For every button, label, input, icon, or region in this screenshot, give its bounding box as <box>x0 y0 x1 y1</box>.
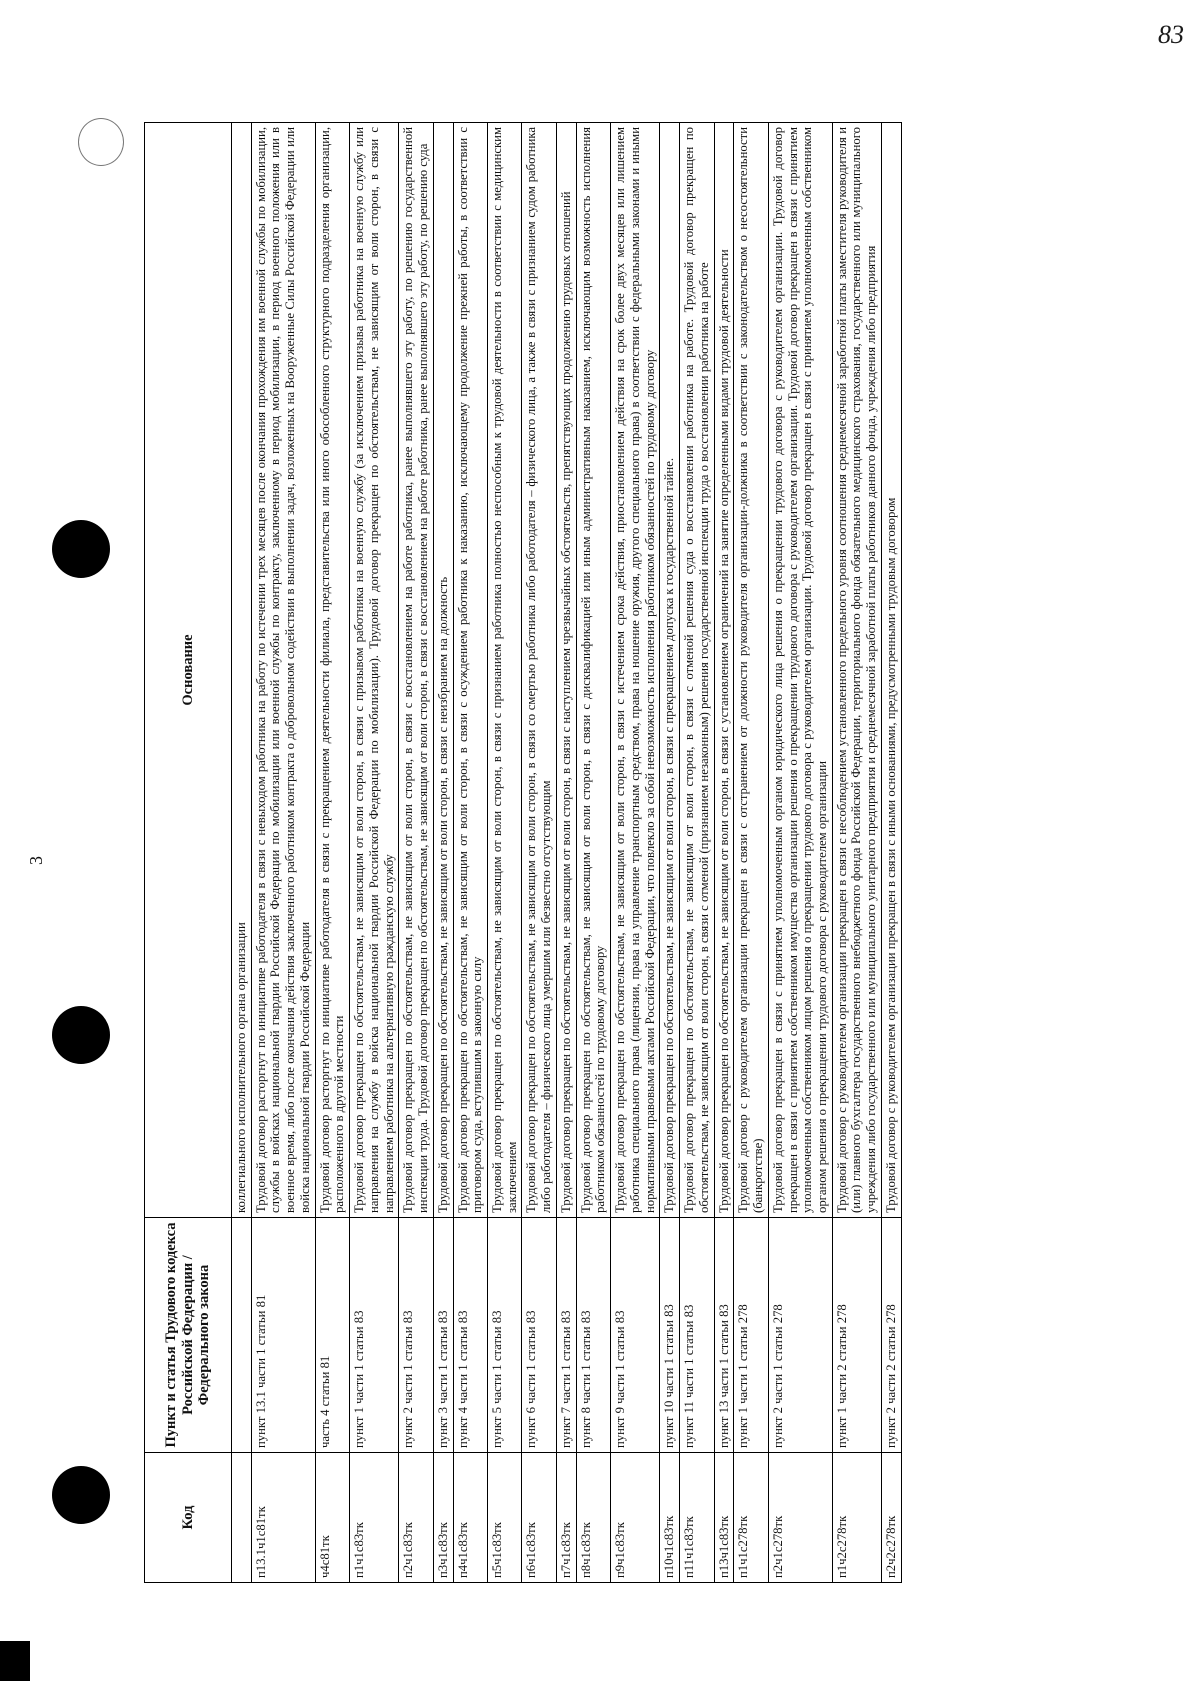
cell-code: п10ч1с83тк <box>660 1453 680 1583</box>
cell-basis: Трудовой договор расторгнут по инициативе работодателя в связи с прекращением деятельности филиала, представительства или иного обособленного структурного подразделения организации, расположенного в другой местности <box>315 123 349 1218</box>
table-row <box>522 123 556 1583</box>
cell-basis: Трудовой договор прекращен по обстоятельствам, не зависящим от воли сторон, в связи с наступлением чрезвычайных обстоятельств, препятствующих продолжению трудовых отношений <box>556 123 576 1218</box>
cell-code: п1ч2с278тк <box>832 1453 881 1583</box>
handwritten-page-number: 83 <box>1158 20 1184 49</box>
table-row <box>832 123 881 1583</box>
cell-basis: Трудовой договор прекращен в связи с принятием уполномоченным органом юридического лица решения о прекращении трудового договора с руководителем организации. Трудовой договор прекращен в связи с принятием собственником имущества организации решения о прекращении трудового договора с руководителем организации. Трудовой договор прекращен в связи с принятием уполномоченным собственником лицом решения о прекращении трудового договора с руководителем организации. Трудовой договор прекращен в связи с принятием уполномоченным собственником органом решения о прекращении трудового договора с руководителем организации <box>768 123 832 1218</box>
table-row <box>881 123 901 1583</box>
table-row <box>734 123 768 1583</box>
cell-code: п5ч1с83тк <box>488 1453 522 1583</box>
cell-code: п13ч1с83тк <box>714 1453 734 1583</box>
cell-article: пункт 1 части 2 статьи 278 <box>832 1218 881 1453</box>
cell-basis: Трудовой договор прекращен по обстоятельствам, не зависящим от воли сторон, в связи с отменой решения суда о восстановлении работника на работе. Трудовой договор прекращен по обстоятельствам, не зависящим от воли сторон, в связи с отменой (признанием незаконным) решения государственной инспекции труда о восстановлении работника на работе <box>680 123 714 1218</box>
punch-hole-top <box>52 520 110 578</box>
cell-article: пункт 9 части 1 статьи 83 <box>611 1218 660 1453</box>
table-row <box>350 123 399 1583</box>
table-row <box>315 123 349 1583</box>
table-row <box>660 123 680 1583</box>
cell-code: п6ч1с83тк <box>522 1453 556 1583</box>
table-row <box>768 123 832 1583</box>
cell-article: пункт 1 части 1 статьи 83 <box>350 1218 399 1453</box>
cell-code: п8ч1с83тк <box>576 1453 610 1583</box>
cell-code: п2ч1с278тк <box>768 1453 832 1583</box>
cell-code: п2ч2с278тк <box>881 1453 901 1583</box>
cell-article: пункт 2 части 1 статьи 83 <box>399 1218 433 1453</box>
cell-basis: Трудовой договор прекращен по обстоятельствам, не зависящим от воли сторон, в связи с истечением срока действия, приостановлением действия на срок более двух месяцев или лишением работника специального права (лицензии, права на управление транспортным средством, права на ношение оружия, другого специального права) в соответствии с федеральными законами и иными нормативными правовыми актами Российской Федерации, что повлекло за собой невозможность исполнения работником обязанностей по трудовому договору <box>611 123 660 1218</box>
cell-article: пункт 6 части 1 статьи 83 <box>522 1218 556 1453</box>
dismissal-codes-table <box>144 122 902 1583</box>
binder-ring-mark <box>78 118 124 166</box>
cell-basis: Трудовой договор прекращен по обстоятельствам, не зависящим от воли сторон, в связи с неизбранием на должность <box>433 123 453 1218</box>
cell-code: п1ч1с278тк <box>734 1453 768 1583</box>
cell-code: п13.1ч1с81тк <box>251 1453 315 1583</box>
table-row <box>611 123 660 1583</box>
printed-page-number: 3 <box>26 856 46 865</box>
cell-code: п9ч1с83тк <box>611 1453 660 1583</box>
cell-code: п2ч1с83тк <box>399 1453 433 1583</box>
cell-basis: Трудовой договор расторгнут по инициативе работодателя в связи с невыходом работника на работу по истечении трех месяцев после окончания прохождения им военной службы по мобилизации, службы в войсках национальной гвардии Российской Федерации по мобилизации или военной службы по контракту, заключенному в период мобилизации, в период военного положения или в военное время, либо после окончания действия заключенного работником контракта о добровольном содействии в выполнении задач, возложенных на Вооруженные Силы Российской Федерации или войска национальной гвардии Российской Федерации <box>251 123 315 1218</box>
table-row <box>714 123 734 1583</box>
cell-basis: Трудовой договор прекращен по обстоятельствам, не зависящим от воли сторон, в связи с осуждением работника к наказанию, исключающему продолжение прежней работы, в соответствии с приговором суда, вступившим в законную силу <box>453 123 487 1218</box>
cell-code: п3ч1с83тк <box>433 1453 453 1583</box>
cell-basis: Трудовой договор прекращен по обстоятельствам, не зависящим от воли сторон, в связи с прекращением допуска к государственной тайне. <box>660 123 680 1218</box>
cell-basis: Трудовой договор прекращен по обстоятельствам, не зависящим от воли сторон, в связи с дисквалификацией или иным административным наказанием, исключающим возможность исполнения работником обязанностей по трудовому договору <box>576 123 610 1218</box>
cell-basis: Трудовой договор прекращен по обстоятельствам, не зависящим от воли сторон, в связи с признанием работника полностью неспособным к трудовой деятельности в соответствии с медицинским заключением <box>488 123 522 1218</box>
cell-basis: Трудовой договор с руководителем организации прекращен в связи с иными основаниями, предусмотренными трудовым договором <box>881 123 901 1218</box>
cell-basis: Трудовой договор прекращен по обстоятельствам, не зависящим от воли сторон, в связи с призывом работника на военную службу (за исключением призыва работника на военную службу или направления на службу в войска национальной гвардии Российской Федерации по мобилизации). Трудовой договор прекращен по обстоятельствам, не зависящим от воли сторон, в связи с направлением работника на альтернативную гражданскую службу <box>350 123 399 1218</box>
cell-article: пункт 1 части 1 статьи 278 <box>734 1218 768 1453</box>
cell-article: пункт 13.1 части 1 статьи 81 <box>251 1218 315 1453</box>
header-code: Код <box>145 1453 232 1583</box>
cell-basis: Трудовой договор прекращен по обстоятельствам, не зависящим от воли сторон, в связи с восстановлением на работе работника, ранее выполнявшего эту работу, по решению государственной инспекции труда. Трудовой договор прекращен по обстоятельствам, не зависящим от воли сторон, в связи с восстановлением на работе работника, ранее выполнявшего эту работу, по решению суда <box>399 123 433 1218</box>
cell-article: пункт 2 части 1 статьи 278 <box>768 1218 832 1453</box>
cell-basis: Трудовой договор с руководителем организации прекращен в связи с несоблюдением установленного предельного уровня соотношения среднемесячной заработной платы заместителя руководителя и (или) главного бухгалтера государственного внебюджетного фонда Российской Федерации, территориального фонда обязательного медицинского страхования, государственного или муниципального учреждения либо государственного или муниципального унитарного предприятия и среднемесячной заработной платы работников данного фонда, учреждения либо предприятия <box>832 123 881 1218</box>
cell-code: п1ч1с83тк <box>350 1453 399 1583</box>
table-row <box>556 123 576 1583</box>
cell-code: п4ч1с83тк <box>453 1453 487 1583</box>
table-row <box>453 123 487 1583</box>
cell-article: пункт 4 части 1 статьи 83 <box>453 1218 487 1453</box>
cell-code: п11ч1с83тк <box>680 1453 714 1583</box>
table-row <box>433 123 453 1583</box>
scan-edge-mark <box>0 1641 30 1681</box>
cell-article: пункт 2 части 2 статьи 278 <box>881 1218 901 1453</box>
table-row-continuation <box>232 123 252 1583</box>
cell-article: часть 4 статьи 81 <box>315 1218 349 1453</box>
cell-basis: коллегиального исполнительного органа организации <box>232 123 252 1218</box>
table-row <box>680 123 714 1583</box>
cell-article: пункт 13 части 1 статьи 83 <box>714 1218 734 1453</box>
cell-code: ч4с81тк <box>315 1453 349 1583</box>
cell-article: пункт 7 части 1 статьи 83 <box>556 1218 576 1453</box>
cell-basis: Трудовой договор с руководителем организации прекращен в связи с отстранением от должности руководителя организации-должника в соответствии с законодательством о несостоятельности (банкротстве) <box>734 123 768 1218</box>
table-header-row <box>145 123 232 1583</box>
cell-basis: Трудовой договор прекращен по обстоятельствам, не зависящим от воли сторон, в связи со смертью работника либо работодателя – физического лица, а также в связи с признанием судом работника либо работодателя – физического лица умершим или безвестно отсутствующим <box>522 123 556 1218</box>
header-article: Пункт и статья Трудового кодекса Российской Федерации / Федерального закона <box>145 1218 232 1453</box>
cell-article: пункт 10 части 1 статьи 83 <box>660 1218 680 1453</box>
cell-article: пункт 11 части 1 статьи 83 <box>680 1218 714 1453</box>
punch-hole-middle <box>52 1006 110 1064</box>
cell-article <box>232 1218 252 1453</box>
punch-hole-bottom <box>52 1466 110 1524</box>
cell-article: пункт 8 части 1 статьи 83 <box>576 1218 610 1453</box>
cell-code: п7ч1с83тк <box>556 1453 576 1583</box>
table-row <box>251 123 315 1583</box>
rotated-page-content <box>26 123 1114 1583</box>
cell-article: пункт 5 части 1 статьи 83 <box>488 1218 522 1453</box>
table-row <box>488 123 522 1583</box>
header-basis: Основание <box>145 123 232 1218</box>
table-row <box>399 123 433 1583</box>
cell-code <box>232 1453 252 1583</box>
cell-basis: Трудовой договор прекращен по обстоятельствам, не зависящим от воли сторон, в связи с установлением ограничений на занятие определенными видами трудовой деятельности <box>714 123 734 1218</box>
cell-article: пункт 3 части 1 статьи 83 <box>433 1218 453 1453</box>
table-row <box>576 123 610 1583</box>
